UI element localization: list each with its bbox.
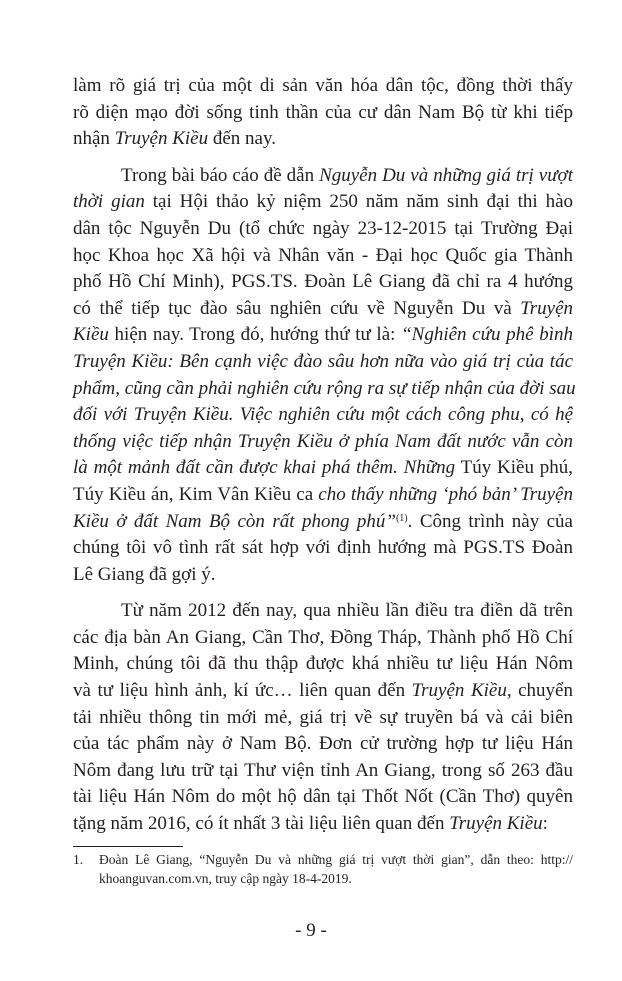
italic-text: Truyện Kiều: Bên cạnh việc đào sâu hơn nữa vào giá trị của tác <box>73 350 573 372</box>
text-run: phố Hồ Chí Minh), PGS.TS. Đoàn Lê Giang đã chỉ ra 4 hướng <box>73 271 573 293</box>
text-line <box>73 322 573 349</box>
text-run: học Khoa học Xã hội và Nhân văn - Đại học Quốc gia Thành <box>73 244 573 266</box>
text-run: các địa bàn An Giang, Cần Thơ, Đồng Tháp, Thành phố Hồ Chí <box>73 626 573 648</box>
footnote-divider <box>73 846 183 847</box>
text-line <box>73 625 573 652</box>
italic-text: Kiều ở đất Nam Bộ còn rất phong phú” <box>73 510 396 532</box>
italic-text: thời gian <box>73 191 145 213</box>
text-run: tải nhiều thông tin mới mẻ, giá trị về sự truyền bá và cải biên <box>73 706 573 728</box>
text-run: hiện nay. Trong đó, hướng thứ tư là: <box>108 324 402 346</box>
italic-text: là một mảnh đất cần được khai phá thêm. Những <box>73 457 456 479</box>
footnote-reference: (1) <box>395 512 408 524</box>
text-run: Nôm đang lưu trữ tại Thư viện tỉnh An Giang, trong số 263 đầu <box>73 759 573 781</box>
footnote-body <box>99 850 573 888</box>
text-line <box>73 126 573 153</box>
text-line <box>73 651 573 678</box>
text-line <box>73 758 573 785</box>
text-line <box>73 811 573 838</box>
body-text <box>73 73 576 848</box>
text-line <box>73 784 573 811</box>
text-line <box>73 376 576 403</box>
text-run: làm rõ giá trị của một di sản văn hóa dân tộc, đồng thời thấy <box>73 75 573 96</box>
text-run: đến nay. <box>208 128 276 150</box>
paragraph <box>73 73 573 153</box>
text-line <box>73 598 573 625</box>
text-run: . Công trình này của <box>407 510 573 532</box>
text-run: nhận <box>73 128 115 150</box>
text-line <box>73 455 573 482</box>
italic-text: Truyện Kiều <box>449 813 543 835</box>
text-line <box>73 731 573 758</box>
paragraph <box>73 598 573 837</box>
text-run: Túy Kiều án, Kim Vân Kiều ca <box>73 483 319 505</box>
text-line <box>73 349 573 376</box>
text-run: Lê Giang đã gợi ý. <box>73 563 216 585</box>
footnote-number: 1. <box>73 852 84 867</box>
italic-text: thống việc tiếp nhận Truyện Kiều ở phía Nam đất nước vẫn còn <box>73 430 573 452</box>
footnote-line: khoanguvan.com.vn, truy cập ngày 18-4-2019. <box>99 871 352 886</box>
text-line <box>73 678 573 705</box>
text-line <box>73 216 573 243</box>
text-run: và tư liệu hình ảnh, kí ức… liên quan đến <box>73 680 412 702</box>
text-line <box>73 402 573 429</box>
text-line <box>73 73 573 100</box>
text-line <box>73 163 573 190</box>
text-run: có thể tiếp tục đào sâu nghiên cứu về Nguyễn Du và <box>73 297 521 319</box>
text-line <box>73 243 573 270</box>
text-line <box>73 429 573 456</box>
text-run: tài liệu Hán Nôm do một hộ dân tại Thốt Nốt (Cần Thơ) quyên <box>73 786 573 808</box>
italic-text: Kiều <box>73 324 109 346</box>
text-run: dân tộc Nguyễn Du (tổ chức ngày 23-12-2015 tại Trường Đại <box>73 217 573 239</box>
text-run: tặng năm 2016, có ít nhất 3 tài liệu liên quan đến <box>73 813 450 835</box>
text-run: Từ năm 2012 đến nay, qua nhiều lần điều tra điền dã trên <box>121 600 573 622</box>
text-run: Trong bài báo cáo đề dẫn <box>121 164 320 186</box>
text-line <box>73 189 573 216</box>
text-line <box>73 562 573 589</box>
text-run: tại Hội thảo kỷ niệm 250 năm năm sinh đại thi hào <box>144 191 573 213</box>
page-number: - 9 - <box>295 920 327 941</box>
italic-text: đối với Truyện Kiều. Việc nghiên cứu một cách công phu, có hệ <box>73 404 573 426</box>
text-line <box>73 269 573 296</box>
text-line <box>73 482 573 509</box>
text-run: Minh, chúng tôi đã thu thập được khá nhiều tư liệu Hán Nôm <box>73 653 573 675</box>
paragraph <box>73 163 576 589</box>
footnote-line: Đoàn Lê Giang, “Nguyễn Du và những giá trị vượt thời gian”, dẫn theo: http:// <box>99 852 573 867</box>
italic-text: phẩm, cũng cần phải nghiên cứu rộng ra sự tiếp nhận của đời sau <box>73 377 576 399</box>
italic-text: Truyện Kiều <box>114 128 209 150</box>
text-run: Túy Kiều phú, <box>455 457 573 479</box>
text-run: chúng tôi vô tình rất sát hợp với định hướng mà PGS.TS Đoàn <box>73 537 573 559</box>
italic-text: “Nghiên cứu phê bình <box>401 324 573 346</box>
italic-text: Truyện <box>520 297 573 319</box>
italic-text: Truyện Kiều, <box>411 680 512 702</box>
italic-text: cho thấy những ‘phó bản’ Truyện <box>318 483 573 505</box>
text-line <box>73 100 573 127</box>
text-line <box>73 296 573 323</box>
text-run: chuyển <box>511 680 573 702</box>
text-run: của tác phẩm này ở Nam Bộ. Đơn cử trường hợp tư liệu Hán <box>73 733 573 755</box>
footnote <box>73 850 573 888</box>
text-run: : <box>542 813 548 835</box>
text-line <box>73 705 573 732</box>
text-line <box>73 509 573 536</box>
text-line <box>73 535 573 562</box>
text-run: rõ diện mạo đời sống tinh thần của cư dân Nam Bộ từ khi tiếp <box>73 101 573 123</box>
italic-text: Nguyễn Du và những giá trị vượt <box>319 164 573 186</box>
